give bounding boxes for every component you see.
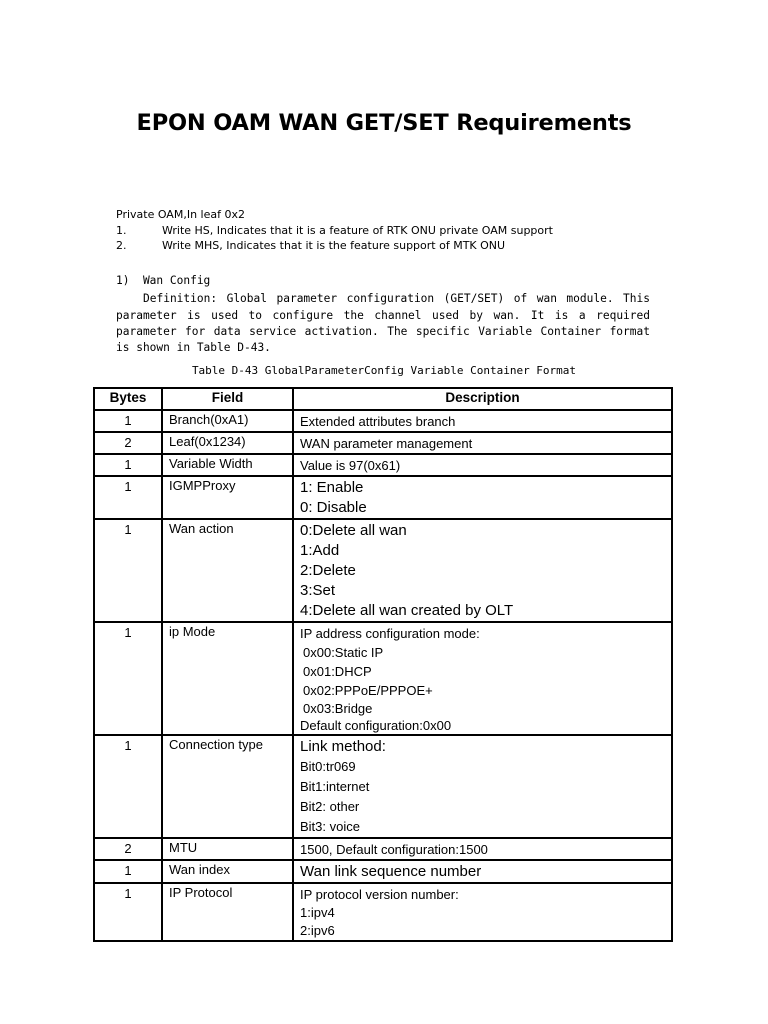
table-row [94,410,672,432]
bytes-cell: 1 [94,860,162,883]
table-row [94,860,672,883]
bytes-cell: 1 [94,519,162,622]
field-cell: Wan action [162,519,293,622]
description-cell [293,735,672,838]
bytes-cell: 1 [94,454,162,476]
field-cell: Branch(0xA1) [162,410,293,432]
intro-block [116,207,553,254]
field-cell: MTU [162,838,293,860]
field-cell: Variable Width [162,454,293,476]
description-line: Value is 97(0x61) [300,458,401,473]
description-line: 0x01:DHCP [303,664,372,679]
bytes-cell: 2 [94,432,162,454]
bytes-cell: 1 [94,735,162,838]
table-row [94,454,672,476]
section-heading: 1) Wan Config [116,274,211,287]
bytes-cell: 1 [94,622,162,735]
description-line: 2:ipv6 [300,923,335,938]
field-cell: IGMPProxy [162,476,293,519]
description-line: 3:Set [300,582,336,599]
table-row [94,476,672,519]
description-line: 2:Delete [300,562,356,579]
table-header-row [94,388,672,410]
header-bytes: Bytes [94,388,162,410]
table-row [94,883,672,941]
description-cell [293,838,672,860]
field-cell: ip Mode [162,622,293,735]
description-line: Bit1:internet [300,779,370,794]
description-cell [293,883,672,941]
section-paragraph: Definition: Global parameter configuration (GET/SET) of wan module. This parameter is used to configure the channel used by wan. It is a required parameter for data service activation. The specific Variable Container format is shown in Table D-43. [116,292,650,355]
list-text: Write MHS, Indicates that it is the feature support of MTK ONU [162,239,506,252]
description-line: IP protocol version number: [300,887,459,902]
field-cell: Connection type [162,735,293,838]
table-row [94,519,672,622]
intro-list-item [116,223,553,239]
description-cell [293,622,672,735]
description-line: 0x00:Static IP [303,645,384,660]
field-cell: IP Protocol [162,883,293,941]
table-row [94,838,672,860]
list-text: Write HS, Indicates that it is a feature of RTK ONU private OAM support [162,223,553,237]
description-line: 0x02:PPPoE/PPPOE+ [303,683,433,698]
table-row [94,735,672,838]
description-line: Extended attributes branch [300,414,456,429]
bytes-cell: 2 [94,838,162,860]
header-description: Description [293,388,672,410]
description-cell [293,454,672,476]
field-cell: Leaf(0x1234) [162,432,293,454]
description-line: 1:Add [300,542,340,559]
description-line: 1:ipv4 [300,905,335,920]
description-line: 1: Enable [300,479,364,496]
description-cell [293,519,672,622]
description-line: IP address configuration mode: [300,626,480,641]
list-number: 1. [116,223,127,237]
description-cell [293,476,672,519]
description-line: Wan link sequence number [300,863,482,880]
list-number: 2. [116,239,127,252]
variable-container-table [93,387,673,942]
description-line: 4:Delete all wan created by OLT [300,602,514,619]
description-line: 1500, Default configuration:1500 [300,842,488,857]
description-cell [293,432,672,454]
description-line: Bit2: other [300,799,360,814]
table-row [94,432,672,454]
description-line: WAN parameter management [300,436,473,451]
bytes-cell: 1 [94,410,162,432]
description-line: Bit3: voice [300,819,360,834]
description-line: 0: Disable [300,499,367,516]
description-line: Link method: [300,738,386,755]
description-cell [293,860,672,883]
description-line: Bit0:tr069 [300,759,356,774]
wan-config-section [116,273,650,356]
bytes-cell: 1 [94,476,162,519]
field-cell: Wan index [162,860,293,883]
description-line: 0x03:Bridge [303,701,373,716]
page-title: EPON OAM WAN GET/SET Requirements [136,110,632,136]
table-caption: Table D-43 GlobalParameterConfig Variable Container Format [191,364,577,377]
description-cell [293,410,672,432]
intro-list-item [116,238,553,254]
description-line: Default configuration:0x00 [300,718,452,733]
intro-line: Private OAM,In leaf 0x2 [116,208,245,221]
header-field: Field [162,388,293,410]
bytes-cell: 1 [94,883,162,941]
description-line: 0:Delete all wan [300,522,407,539]
table-row [94,622,672,735]
